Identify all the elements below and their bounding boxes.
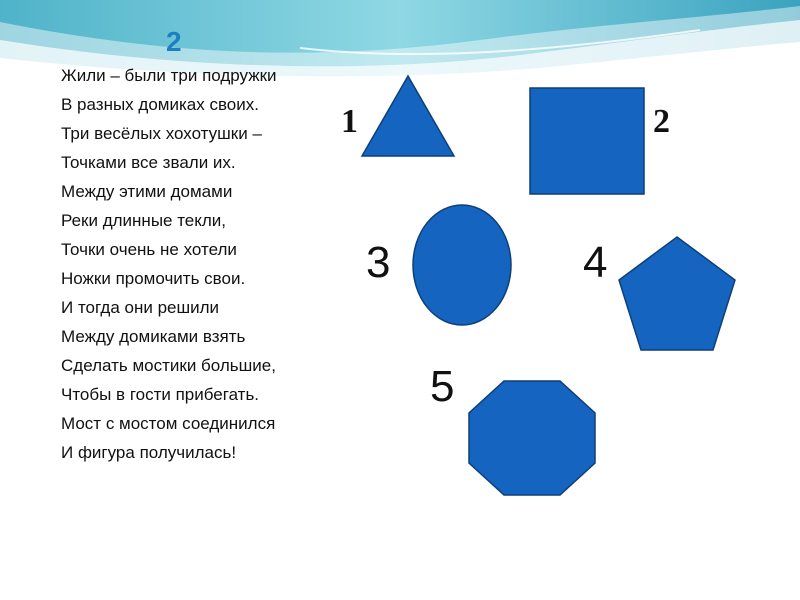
poem-line: Между домиками взять <box>61 327 246 346</box>
poem-line: И тогда они решили <box>61 298 220 317</box>
shape-label-3: 3 <box>366 238 391 287</box>
triangle-icon <box>358 72 458 160</box>
poem-line: В разных домиках своих. <box>61 95 259 114</box>
poem-line: Мост с мостом соединился <box>61 414 276 433</box>
shape-label-1: 1 <box>341 103 358 140</box>
poem-line: Точки очень не хотели <box>61 240 237 259</box>
poem-line: Точками все звали их. <box>61 153 236 172</box>
shape-label-2: 2 <box>653 103 670 140</box>
square-icon <box>528 86 646 196</box>
slide-number: 2 <box>166 26 182 57</box>
poem-line: Ножки промочить свои. <box>61 269 246 288</box>
poem <box>61 66 321 472</box>
poem-line: Между этими домами <box>61 182 233 201</box>
poem-line: Сделать мостики большие, <box>61 356 276 375</box>
pentagon-icon <box>616 234 738 354</box>
shape-label-4: 4 <box>583 238 608 287</box>
poem-line: И фигура получилась! <box>61 443 237 462</box>
poem-line: Три весёлых хохотушки – <box>61 124 262 143</box>
shape-label-5: 5 <box>430 362 455 411</box>
octagon-icon <box>466 378 598 498</box>
poem-line: Реки длинные текли, <box>61 211 227 230</box>
poem-line: Чтобы в гости прибегать. <box>61 385 260 404</box>
poem-line: Жили – были три подружки <box>61 66 277 85</box>
ellipse-icon <box>410 202 514 328</box>
